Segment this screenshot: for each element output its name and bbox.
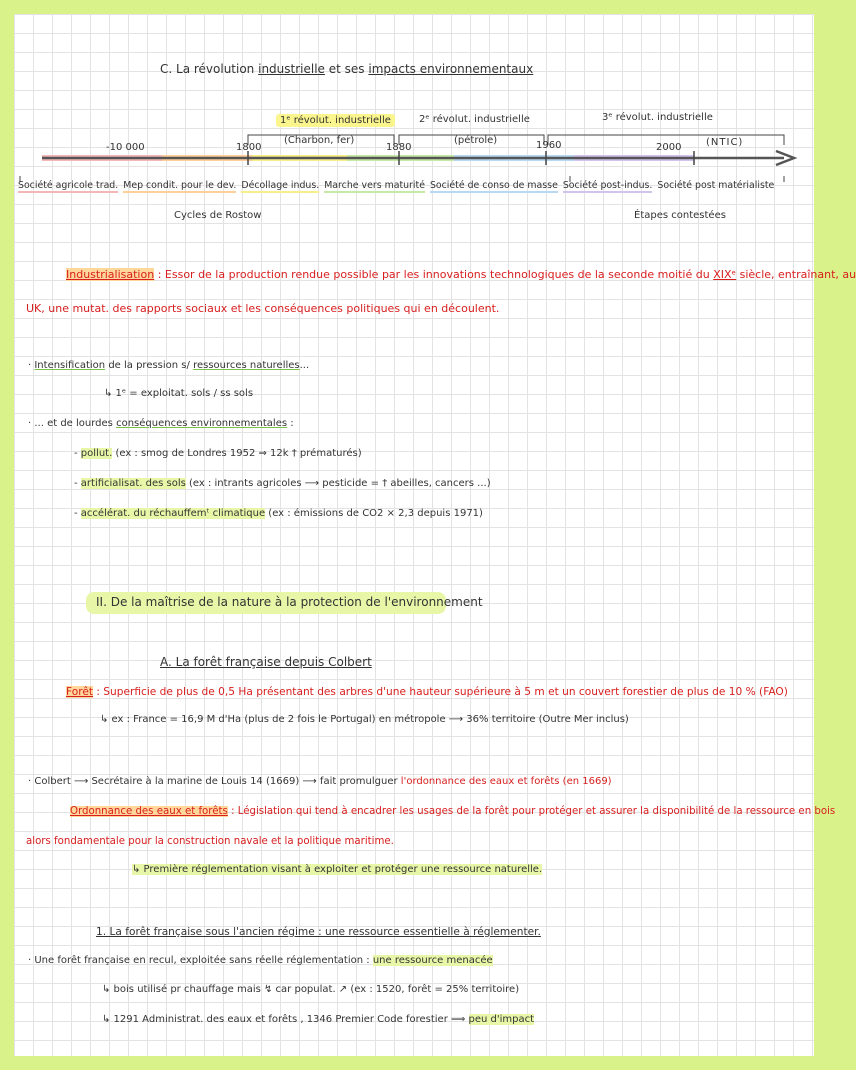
ordonnance-sub: ↳ Première réglementation visant à exploiter et protéger une ressource naturelle. (132, 864, 543, 875)
stage-6: Société post-indus. (562, 180, 653, 191)
year-2000: 2000 (656, 142, 682, 153)
section-c-title: C. La révolution industrielle et ses impacts environnementaux (160, 62, 534, 76)
stage-7: Société post matérialiste (657, 180, 775, 191)
year-1880: 1880 (386, 142, 412, 153)
section-a-title: A. La forêt française depuis Colbert (160, 655, 372, 669)
section-1-sub-2: ↳ 1291 Administrat. des eaux et forêts , 1346 Premier Code forestier ⟹ peu d'impact (102, 1014, 535, 1025)
ordonnance-def-line2: alors fondamentale pour la construction navale et la politique maritime. (26, 836, 394, 847)
stage-4: Marche vers maturité (324, 180, 425, 191)
rostow-label: Cycles de Rostow (174, 210, 262, 221)
stage-2: Mep condit. pour le dev. (123, 180, 237, 191)
impact-detail-1: - pollut. (ex : smog de Londres 1952 ⇒ 12k † prématurés) (74, 448, 362, 459)
foret-definition: Forêt : Superficie de plus de 0,5 Ha présentant des arbres d'une hauteur supérieure à 5 m et un couvert forestier de plus de 10 % (FAO) (66, 686, 788, 698)
section-1-bullet: · Une forêt française en recul, exploitée sans réelle réglementation : une ressource menacée (28, 955, 493, 966)
notebook-page (14, 14, 856, 1056)
year-1960: 1960 (536, 140, 562, 151)
bracket-rev1 (248, 135, 394, 145)
impact-detail-3: - accélérat. du réchauffemᵗ climatique (ex : émissions de CO2 × 2,3 depuis 1971) (74, 508, 483, 519)
stages-row (18, 180, 774, 191)
bracket-rev2 (399, 135, 544, 145)
rev2-label: 2ᵉ révolut. industrielle (419, 114, 530, 125)
industrialisation-def-line1: Industrialisation : Essor de la production rendue possible par les innovations technologiques de la seconde moitié du XIXᵉ siècle, entraînant, au (66, 268, 856, 281)
impact-bullet-2: · ... et de lourdes conséquences environnementales : (28, 418, 294, 429)
colbert-line: · Colbert ⟶ Secrétaire à la marine de Louis 14 (1669) ⟶ fait promulguer l'ordonnance des eaux et forêts (en 1669) (28, 776, 612, 787)
impact-bullet-1: · Intensification de la pression s/ ressources naturelles... (28, 360, 310, 371)
impact-detail-2: - artificialisat. des sols (ex : intrants agricoles ⟶ pesticide = † abeilles, cancers ...) (74, 478, 491, 489)
rev3-sub: (NTIC) (706, 137, 744, 148)
industrialisation-def-line2: UK, une mutat. des rapports sociaux et les conséquences politiques qui en découlent. (26, 302, 500, 315)
rev1-sub: (Charbon, fer) (284, 135, 355, 146)
year-10000: -10 000 (106, 142, 145, 153)
section-1-sub-1: ↳ bois utilisé pr chauffage mais ↯ car populat. ↗ (ex : 1520, forêt = 25% territoire) (102, 984, 520, 995)
stage-1: Société agricole trad. (18, 180, 119, 191)
stage-5: Société de conso de masse (429, 180, 558, 191)
impact-bullet-1-sub: ↳ 1ᵉ = exploitat. sols / ss sols (104, 388, 254, 399)
section-ii-title: II. De la maîtrise de la nature à la protection de l'environnement (96, 595, 483, 609)
foret-example: ↳ ex : France = 16,9 M d'Ha (plus de 2 fois le Portugal) en métropole ⟶ 36% territoire (Outre Mer inclus) (100, 714, 629, 725)
section-1-title: 1. La forêt française sous l'ancien régime : une ressource essentielle à réglementer. (96, 926, 541, 938)
ordonnance-def-line1: Ordonnance des eaux et forêts : Législation qui tend à encadrer les usages de la forêt pour protéger et assurer la disponibilité de la ressource en bois (70, 806, 836, 817)
timeline-svg (14, 124, 814, 184)
stage-3: Décollage indus. (241, 180, 320, 191)
rev1-label: 1ᵉ révolut. industrielle (276, 114, 395, 127)
rev2-sub: (pétrole) (454, 135, 498, 146)
rev3-label: 3ᵉ révolut. industrielle (602, 112, 713, 123)
year-1800: 1800 (236, 142, 262, 153)
contested-label: Étapes contestées (634, 210, 726, 221)
